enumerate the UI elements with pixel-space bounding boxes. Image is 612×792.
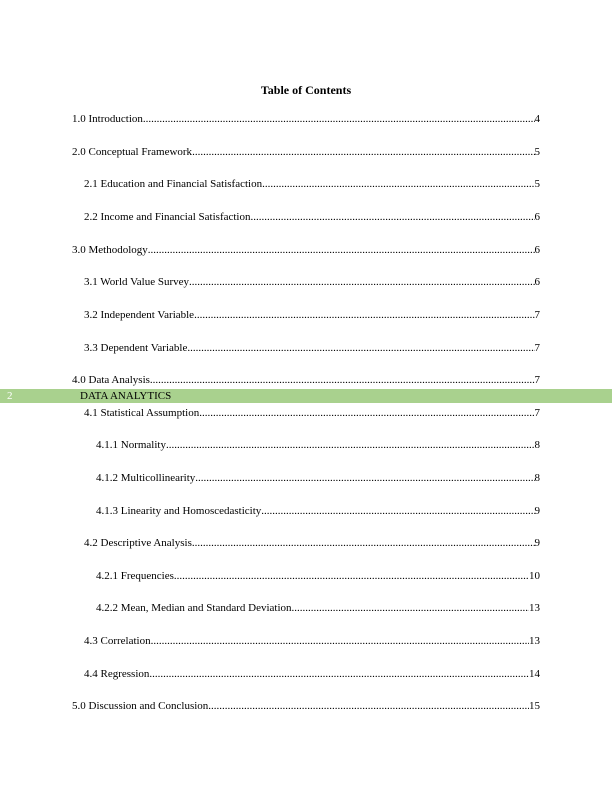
toc-leader-dots: [195, 471, 534, 485]
toc-entry-label: 4.3 Correlation: [84, 635, 151, 647]
toc-entry-page: 5: [534, 146, 540, 158]
toc-entry-education-financial-satisfaction[interactable]: [84, 177, 540, 191]
toc-entry-page: 10: [529, 570, 540, 582]
toc-leader-dots: [187, 341, 534, 355]
toc-entry-page: 7: [534, 374, 540, 386]
toc-entry-discussion-conclusion[interactable]: [72, 699, 540, 713]
toc-entry-label: 2.0 Conceptual Framework: [72, 146, 193, 158]
toc-entry-methodology[interactable]: [72, 243, 540, 257]
toc-entry-page: 9: [534, 537, 540, 549]
toc-entry-label: 4.2 Descriptive Analysis: [84, 537, 192, 549]
header-page-number: 2: [7, 390, 13, 402]
toc-entry-label: 4.1.1 Normality: [96, 439, 166, 451]
toc-entry-label: 1.0 Introduction: [72, 113, 143, 125]
toc-leader-dots: [148, 243, 535, 257]
toc-entry-page: 7: [534, 309, 540, 321]
toc-entry-introduction[interactable]: [72, 112, 540, 126]
toc-leader-dots: [150, 373, 535, 387]
toc-entry-multicollinearity[interactable]: [96, 471, 540, 485]
toc-leader-dots: [261, 504, 534, 518]
toc-entry-label: 4.1 Statistical Assumption: [84, 407, 200, 419]
toc-leader-dots: [151, 634, 529, 648]
toc-leader-dots: [199, 406, 534, 420]
toc-entry-data-analysis[interactable]: [72, 373, 540, 387]
toc-leader-dots: [292, 601, 529, 615]
toc-entry-page: 5: [534, 178, 540, 190]
toc-entry-frequencies[interactable]: [96, 569, 540, 583]
toc-entry-label: 4.1.3 Linearity and Homoscedasticity: [96, 505, 262, 517]
toc-entry-page: 6: [534, 244, 540, 256]
toc-entry-page: 8: [534, 472, 540, 484]
toc-leader-dots: [250, 210, 534, 224]
toc-entry-income-financial-satisfaction[interactable]: [84, 210, 540, 224]
toc-entry-mean-median-sd[interactable]: [96, 601, 540, 615]
toc-entry-page: 14: [529, 668, 540, 680]
toc-entry-descriptive-analysis[interactable]: [84, 536, 540, 550]
toc-leader-dots: [192, 536, 535, 550]
toc-entry-dependent-variable[interactable]: [84, 341, 540, 355]
toc-entry-world-value-survey[interactable]: [84, 275, 540, 289]
toc-entry-label: 2.1 Education and Financial Satisfaction: [84, 178, 263, 190]
toc-title: Table of Contents: [260, 83, 352, 97]
header-title: DATA ANALYTICS: [80, 390, 172, 402]
toc-entry-regression[interactable]: [84, 667, 540, 681]
toc-entry-page: 7: [534, 407, 540, 419]
page-header-band: [0, 389, 612, 403]
toc-entry-statistical-assumption[interactable]: [84, 406, 540, 420]
toc-entry-page: 6: [534, 276, 540, 288]
toc-leader-dots: [194, 308, 534, 322]
toc-leader-dots: [166, 438, 535, 452]
toc-entry-label: 3.3 Dependent Variable: [84, 342, 188, 354]
toc-entry-independent-variable[interactable]: [84, 308, 540, 322]
toc-entry-normality[interactable]: [96, 438, 540, 452]
toc-leader-dots: [262, 177, 534, 191]
toc-entry-page: 13: [529, 635, 540, 647]
toc-entry-label: 4.2.1 Frequencies: [96, 570, 174, 582]
toc-entry-page: 9: [534, 505, 540, 517]
toc-entry-label: 3.0 Methodology: [72, 244, 148, 256]
toc-entry-page: 15: [529, 700, 540, 712]
toc-entry-linearity-homoscedasticity[interactable]: [96, 504, 540, 518]
toc-entry-label: 2.2 Income and Financial Satisfaction: [84, 211, 251, 223]
toc-entry-label: 3.2 Independent Variable: [84, 309, 195, 321]
toc-entry-label: 4.2.2 Mean, Median and Standard Deviation: [96, 602, 292, 614]
toc-entry-label: 4.0 Data Analysis: [72, 374, 150, 386]
toc-entry-page: 8: [534, 439, 540, 451]
toc-leader-dots: [192, 145, 534, 159]
toc-leader-dots: [149, 667, 529, 681]
toc-entry-page: 4: [534, 113, 540, 125]
toc-leader-dots: [143, 112, 535, 126]
toc-entry-page: 7: [534, 342, 540, 354]
toc-entry-label: 4.4 Regression: [84, 668, 150, 680]
toc-leader-dots: [174, 569, 529, 583]
toc-leader-dots: [208, 699, 529, 713]
toc-leader-dots: [189, 275, 534, 289]
toc-entry-correlation[interactable]: [84, 634, 540, 648]
toc-entry-conceptual-framework[interactable]: [72, 145, 540, 159]
toc-entry-label: 5.0 Discussion and Conclusion: [72, 700, 209, 712]
toc-entry-page: 6: [534, 211, 540, 223]
toc-entry-page: 13: [529, 602, 540, 614]
toc-entry-label: 3.1 World Value Survey: [84, 276, 190, 288]
toc-entry-label: 4.1.2 Multicollinearity: [96, 472, 196, 484]
